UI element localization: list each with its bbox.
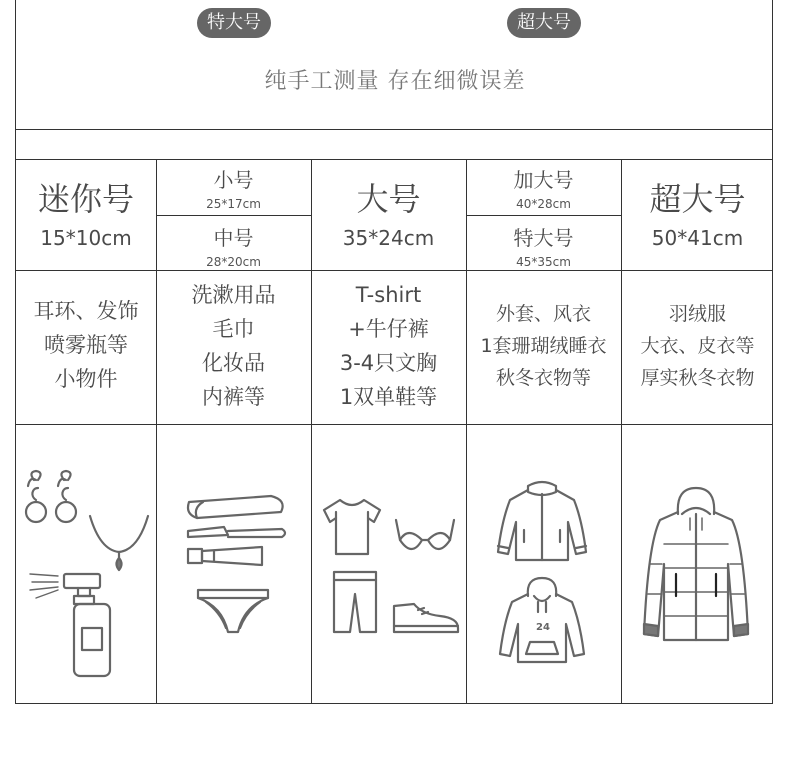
contents-mini — [16, 294, 156, 396]
down-jacket-icon — [636, 484, 756, 644]
hoodie-number: 24 — [536, 622, 550, 633]
size-small — [156, 164, 311, 211]
table-divider — [466, 215, 621, 216]
briefs-icon — [196, 584, 270, 636]
content-line: 喷雾瓶等 — [44, 333, 128, 357]
content-line: 耳环、发饰 — [33, 299, 139, 323]
content-line: 洗漱用品 — [191, 283, 276, 307]
size-dimensions: 35*24cm — [342, 226, 435, 250]
size-name: 大号 — [356, 180, 421, 218]
size-name: 加大号 — [513, 168, 574, 192]
necklace-icon — [86, 510, 152, 572]
toothbrush-icon — [186, 521, 290, 543]
measurement-note: 纯手工测量 存在细微误差 — [264, 69, 526, 94]
shoe-icon — [390, 600, 462, 636]
tab-xxl[interactable]: 特大号 — [197, 8, 271, 38]
spray-bottle-icon — [28, 568, 118, 680]
contents-small-medium — [156, 278, 311, 414]
contents-large — [311, 278, 466, 414]
content-line: 大衣、皮衣等 — [640, 335, 755, 357]
size-xxxl — [621, 174, 774, 250]
tshirt-icon — [320, 496, 384, 558]
content-line: 羽绒服 — [668, 303, 726, 325]
content-line: 内裤等 — [202, 385, 265, 409]
contents-xl-xxl — [466, 298, 621, 394]
table-divider — [16, 159, 772, 160]
contents-xxxl — [621, 298, 774, 394]
size-dimensions: 50*41cm — [651, 226, 744, 250]
earrings-icon — [22, 470, 82, 532]
content-line: 1套珊瑚绒睡衣 — [480, 335, 607, 357]
size-xl — [466, 164, 621, 211]
content-line: 外套、风衣 — [495, 303, 591, 325]
size-dimensions: 40*28cm — [516, 197, 571, 211]
size-dimensions: 45*35cm — [516, 255, 571, 269]
content-line: 毛巾 — [212, 317, 255, 341]
size-name: 小号 — [213, 168, 254, 192]
size-dimensions: 15*10cm — [40, 226, 132, 250]
size-name: 中号 — [213, 226, 254, 250]
shorts-icon — [330, 570, 380, 636]
content-line: 秋冬衣物等 — [495, 367, 591, 389]
tab-xxxl[interactable]: 超大号 — [507, 8, 581, 38]
jacket-icon — [494, 480, 590, 564]
content-line: +牛仔裤 — [348, 317, 429, 341]
size-large — [311, 174, 466, 250]
content-line: 1双单鞋等 — [339, 385, 438, 409]
content-line: T-shirt — [355, 283, 422, 307]
size-name: 迷你号 — [37, 180, 134, 218]
table-divider — [16, 270, 772, 271]
content-line: 化妆品 — [202, 351, 265, 375]
content-line: 3-4只文胸 — [339, 351, 438, 375]
bra-icon — [392, 518, 458, 558]
size-name: 超大号 — [649, 180, 746, 218]
size-name: 特大号 — [513, 226, 574, 250]
hoodie-icon — [496, 576, 588, 666]
size-xxl — [466, 222, 621, 269]
table-divider — [16, 424, 772, 425]
towel-icon — [183, 492, 289, 522]
content-line: 小物件 — [54, 367, 118, 391]
content-line: 厚实秋冬衣物 — [640, 367, 755, 389]
table-divider — [156, 215, 311, 216]
size-dimensions: 28*20cm — [206, 255, 261, 269]
size-medium — [156, 222, 311, 269]
size-dimensions: 25*17cm — [206, 197, 261, 211]
toothpaste-icon — [186, 545, 270, 567]
size-mini — [16, 174, 156, 250]
